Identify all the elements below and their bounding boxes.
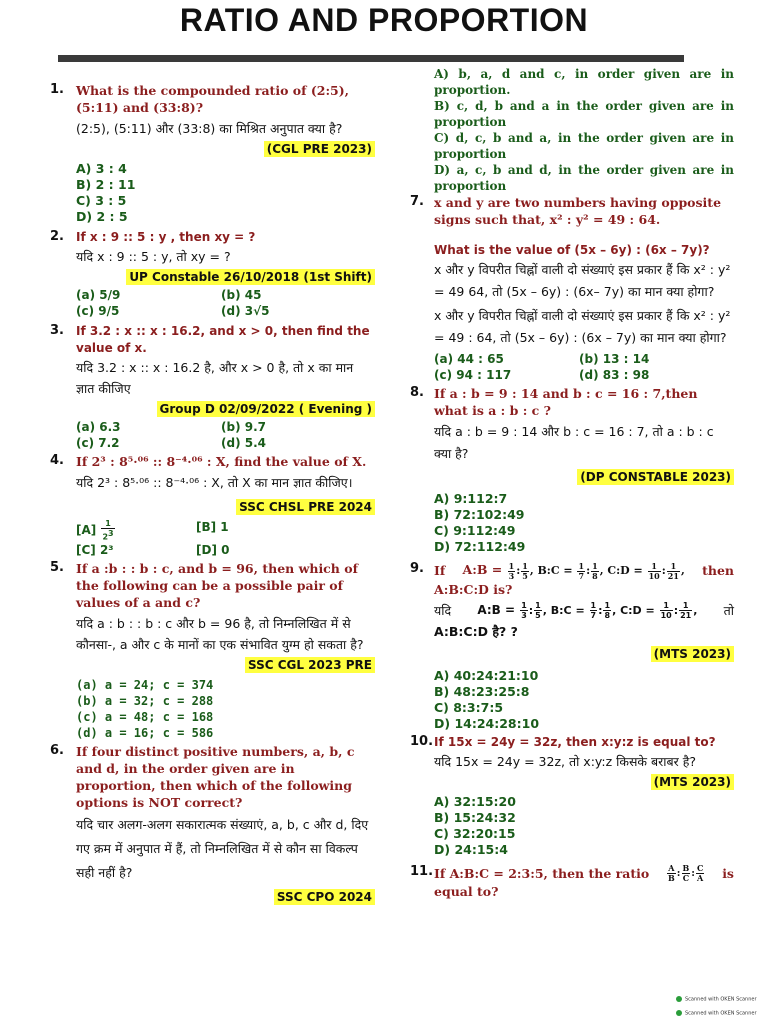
question-text-hi: (2:5), (5:11) और (33:8) का मिश्रित अनुपात क्या है? (76, 121, 343, 136)
exam-tag: SSC CHSL PRE 2024 (236, 499, 375, 515)
page-title: RATIO AND PROPORTION (179, 2, 589, 38)
question-number: 8. (410, 385, 424, 400)
option-a: (a) 5/9 (76, 288, 121, 302)
option-d: D) 14:24:28:10 (434, 715, 540, 731)
question-1 (50, 82, 375, 225)
question-text-hi: यदि 3.2 : x :: x : 16.2 है, और x > 0 है, तो x का मान ज्ञात कीजिए (76, 360, 354, 396)
question-text-en: If x : 9 :: 5 : y , then xy = ? (76, 230, 256, 244)
question-number: 1. (50, 82, 64, 97)
option-d: [D] 0 (196, 542, 230, 557)
question-text-en-2: What is the value of (5x – 6y) : (6x – 7y)? (434, 243, 710, 257)
question-text-en: If a :b : : b : c, and b = 96, then which of the following can be a possible pair of values of a and c? (76, 560, 358, 610)
option-a: A) b, a, d and c, in order given are in proportion. (434, 67, 734, 97)
option-d: (d) 83 : 98 (579, 368, 650, 382)
option-c: C) 8:3:7:5 (434, 699, 504, 715)
option-b: (b) a = 32; c = 288 (76, 693, 214, 708)
question-number: 3. (50, 323, 64, 338)
option-d: (d) a = 16; c = 586 (76, 725, 214, 740)
exam-tag: (CGL PRE 2023) (264, 141, 375, 157)
right-column (410, 66, 734, 900)
option-c: C) 32:20:15 (434, 825, 516, 841)
option-c: C) 3 : 5 (76, 193, 127, 208)
exam-tag: (MTS 2023) (651, 646, 734, 662)
question-text-hi-1: x और y विपरीत चिह्नों वाली दो संख्याएं इस प्रकार हैं कि x² : y² = 49 64, तो (5x – 6y) : (6x– 7y) का मान क्या होगा? (434, 262, 731, 299)
question-text-en: What is the compounded ratio of (2:5), (5:11) and (33:8)? (76, 83, 350, 115)
question-number: 10. (410, 733, 434, 749)
question-text-hi: यदि 15x = 24y = 32z, तो x:y:z किसके बराबर है? (434, 753, 696, 769)
option-c: (c) a = 48; c = 168 (76, 709, 214, 724)
option-b: (b) 45 (221, 288, 262, 302)
option-a: A) 40:24:21:10 (434, 667, 539, 683)
question-number: 5. (50, 559, 64, 575)
question-text-hi-2: x और y विपरीत चिह्नों वाली दो संख्याएं इस प्रकार हैं कि x² : y² = 49 : 64, तो (5x – 6y) : (6x – 7y) का मान क्या होगा? (434, 308, 731, 345)
question-3 (50, 323, 375, 451)
question-text-en: If 2³ : 8⁵·⁰⁶ :: 8⁻⁴·⁰⁶ : X, find the value of X. (76, 454, 367, 469)
question-4 (50, 453, 375, 558)
question-text-en: If A:B:C = 2:3:5, then the ratio $\frac{A}{B}$ : $\frac{B}{C}$ : $\frac{C}{A}$ is (434, 862, 734, 883)
option-b: B) 15:24:32 (434, 809, 516, 825)
question-text-en: If four distinct positive numbers, a, b, c and d, in the order given are in proportion, then which of the following options is NOT correct? (76, 743, 355, 810)
scanner-logo-icon (676, 996, 682, 1002)
ratio-expression-hi: $\frac{1}{3}$ : $\frac{1}{5}$ , B:C = $\frac{1}{7}$ : $\frac{1}{8}$ , C:D = $\frac{1}{10}$ : $\frac{1}{21}$ , (521, 601, 698, 620)
question-8 (410, 385, 734, 555)
question-number: 11. (410, 863, 434, 879)
option-b: (b) 9.7 (221, 420, 266, 434)
question-2 (50, 229, 375, 319)
option-c: C) 9:112:49 (434, 523, 516, 538)
question-text-hi: यदि 2³ : 8⁵·⁰⁶ :: 8⁻⁴·⁰⁶ : X, तो X का मान ज्ञात कीजिए। (76, 475, 353, 490)
option-c: C) d, c, b and a, in the order given are in proportion (434, 131, 734, 161)
question-text-hi: यदि a : b = 9 : 14 और b : c = 16 : 7, तो a : b : c क्या है? (434, 424, 714, 461)
option-a: (a) a = 24; c = 374 (76, 677, 214, 692)
question-number: 6. (50, 742, 64, 758)
ratio-fraction-expression: $\frac{A}{B}$ : $\frac{B}{C}$ : $\frac{C}{A}$ (668, 862, 704, 883)
scanner-watermark-1: Scanned with OKEN Scanner (676, 996, 757, 1003)
question-number: 7. (410, 194, 424, 209)
option-c: (c) 94 : 117 (434, 368, 512, 382)
question-9 (410, 561, 734, 732)
scanner-watermark-2: Scanned with OKEN Scanner (676, 1010, 757, 1017)
exam-tag: Group D 02/09/2022 ( Evening ) (157, 401, 375, 417)
question-text-en: If 15x = 24y = 32z, then x:y:z is equal to? (434, 734, 716, 749)
option-b: [B] 1 (196, 520, 229, 534)
question-5 (50, 560, 375, 741)
exam-tag: SSC CGL 2023 PRE (245, 657, 375, 673)
exam-tag: SSC CPO 2024 (274, 889, 375, 905)
exam-tag: UP Constable 26/10/2018 (1st Shift) (126, 269, 375, 285)
option-a: [A] $\frac{1}{2^3}$ (76, 519, 114, 542)
option-a: A) 32:15:20 (434, 793, 516, 809)
question-text-en: If A:B = $\frac{1}{3}$ : $\frac{1}{5}$ , B:C = $\frac{1}{7}$ : $\frac{1}{8}$ , C:D = $\frac{1}{10}$ : $\frac{1}{21}$ , then (434, 560, 734, 581)
question-10 (410, 734, 734, 858)
question-text-en-tail: A:B:C:D is? (434, 581, 513, 597)
fraction-one-over-two-cubed: $\frac{1}{2^3}$ (102, 519, 114, 542)
question-11 (410, 864, 734, 900)
option-a: (a) 6.3 (76, 420, 121, 434)
question-text-hi: यदि A:B = $\frac{1}{3}$ : $\frac{1}{5}$ , B:C = $\frac{1}{7}$ : $\frac{1}{8}$ , C:D = $\frac{1}{10}$ : $\frac{1}{21}$ , तो (434, 601, 734, 620)
option-c: (c) 9/5 (76, 304, 120, 318)
exam-tag: (DP CONSTABLE 2023) (577, 469, 734, 485)
exam-tag: (MTS 2023) (651, 774, 734, 790)
option-c: [C] 2³ (76, 542, 114, 557)
option-a: A) 3 : 4 (76, 161, 127, 176)
option-d: (d) 3√5 (221, 304, 270, 318)
option-a: (a) 44 : 65 (434, 352, 504, 366)
question-text-en: If a : b = 9 : 14 and b : c = 16 : 7,then what is a : b : c ? (434, 386, 698, 418)
option-c: (c) 7.2 (76, 436, 120, 450)
option-b: B) c, d, b and a in the order given are in proportion (434, 99, 734, 129)
option-d: D) 24:15:4 (434, 841, 508, 857)
question-text-en: x and y are two numbers having opposite signs such that, x² : y² = 49 : 64. (434, 195, 722, 227)
question-6-options (434, 66, 734, 194)
question-number: 2. (50, 229, 64, 244)
question-text-hi: यदि a : b : : b : c और b = 96 है, तो निम्नलिखित में से कौनसा-, a और c के मानों का एक संभावित युग्म हो सकता है? (76, 615, 364, 652)
option-d: D) 2 : 5 (76, 209, 128, 224)
question-6 (50, 743, 375, 905)
question-text-hi: यदि x : 9 :: 5 : y, तो xy = ? (76, 249, 231, 264)
option-d: D) a, c, b and d, in the order given are in proportion (434, 163, 734, 193)
scanner-logo-icon (676, 1010, 682, 1016)
option-d: (d) 5.4 (221, 436, 266, 450)
option-b: B) 48:23:25:8 (434, 683, 530, 699)
title-divider (58, 55, 684, 62)
option-d: D) 72:112:49 (434, 539, 526, 554)
option-b: (b) 13 : 14 (579, 352, 650, 366)
question-text-hi-tail: A:B:C:D है? ? (434, 623, 518, 639)
option-b: B) 2 : 11 (76, 177, 136, 192)
option-b: B) 72:102:49 (434, 507, 525, 522)
option-a: A) 9:112:7 (434, 491, 508, 506)
question-number: 9. (410, 561, 424, 576)
question-text-hi: यदि चार अलग-अलग सकारात्मक संख्याएं, a, b, c और d, दिए गए क्रम में अनुपात में हैं, तो निम्नलिखित में से कौन सा विकल्प सही नहीं है? (76, 816, 369, 880)
left-column (50, 66, 375, 907)
question-number: 4. (50, 453, 64, 468)
question-7 (410, 194, 734, 383)
question-text-en-tail: equal to? (434, 883, 499, 899)
ratio-expression: $\frac{1}{3}$ : $\frac{1}{5}$ , B:C = $\frac{1}{7}$ : $\frac{1}{8}$ , C:D = $\frac{1}{10}$ : $\frac{1}{21}$ , (508, 560, 685, 581)
question-text-en: If 3.2 : x :: x : 16.2, and x > 0, then find the value of x. (76, 324, 370, 355)
